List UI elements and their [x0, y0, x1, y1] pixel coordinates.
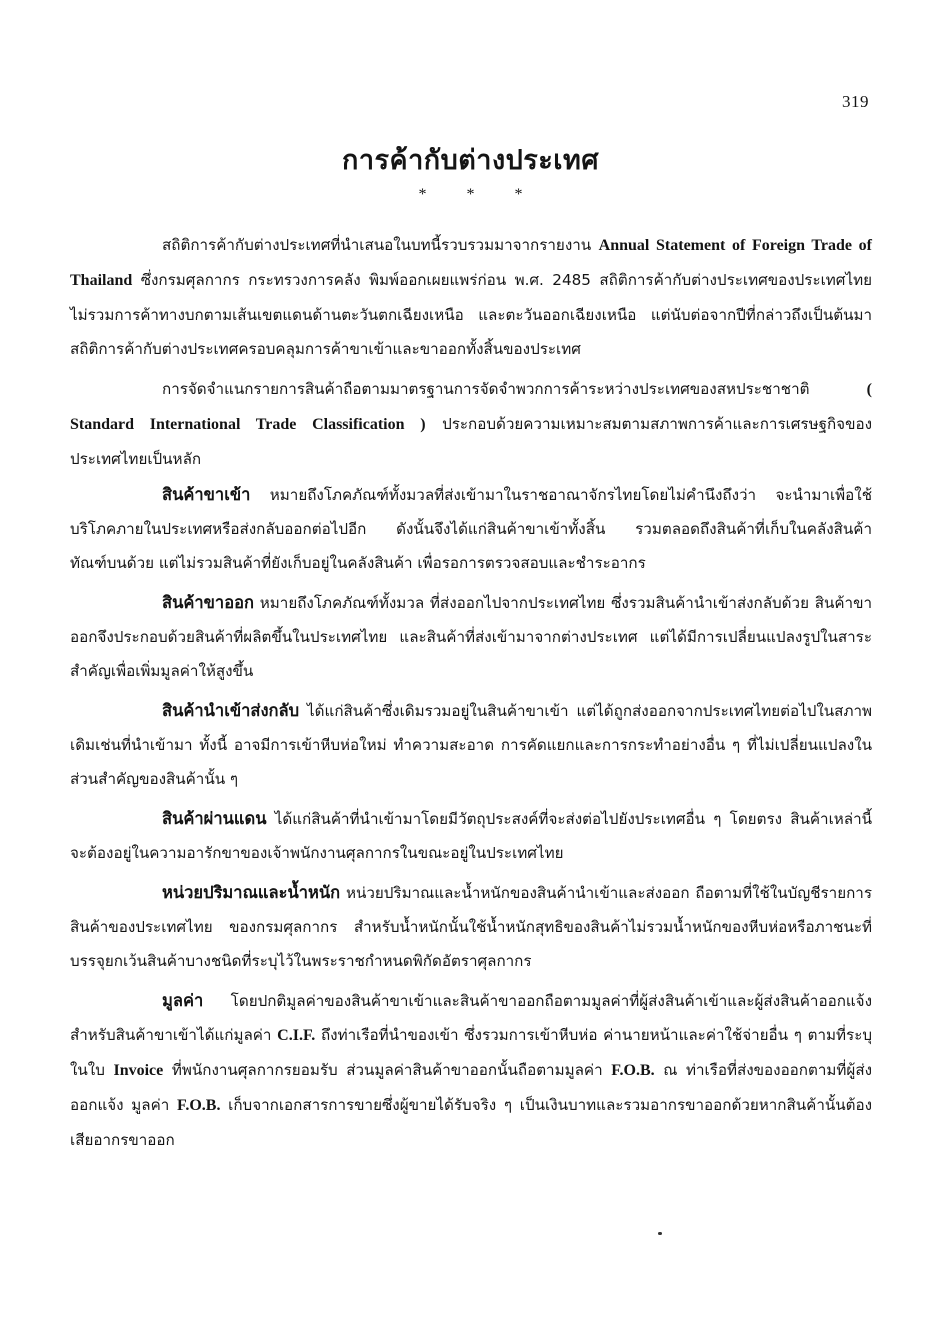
page-title: การค้ากับต่างประเทศ: [342, 145, 599, 176]
defined-term: มูลค่า: [162, 991, 204, 1010]
text-run: ที่พนักงานศุลกากรยอมรับ ส่วนมูลค่าสินค้าขาออกนั้นถือตามมูลค่า: [163, 1061, 612, 1079]
text-run: หน่วยปริมาณและน้ำหนักของสินค้านำเข้าและส่งออก ถือตามที่ใช้ในบัญชีรายการสินค้าของประเทศไทย ของกรมศุลกากร สำหรับน้ำหนักนั้นใช้น้ำหนักสุทธิของสินค้าไม่รวมน้ำหนักของหีบห่อหรือภาชนะที่บรรจุยกเว้นสินค้าบางชนิดที่ระบุไว้ในพระราชกำหนดพิกัดอัตราศุลกากร: [70, 884, 872, 970]
text-run: ซึ่งกรมศุลกากร กระทรวงการคลัง พิมพ์ออกเผยแพร่ก่อน พ.ศ. 2485 สถิติการค้ากับต่างประเทศของประเทศไทย ไม่รวมการค้าทางบกตามเส้นเขตแดนด้านตะวันตกเฉียงเหนือ และตะวันออกเฉียงเหนือ แต่นับต่อจากปีที่กล่าวถึงเป็นต้นมา สถิติการค้ากับต่างประเทศครอบคลุมการค้าขาเข้าและขาออกทั้งสิ้นของประเทศ: [70, 271, 872, 358]
paragraph-value: [70, 984, 872, 1157]
text-run: สถิติการค้ากับต่างประเทศที่นำเสนอในบทนี้รวบรวมมาจากรายงาน: [162, 236, 599, 254]
text-run: ประกอบด้วยความเหมาะสมตามสภาพการค้าและการเศรษฐกิจของประเทศไทยเป็นหลัก: [70, 415, 872, 468]
text-run: หมายถึงโภคภัณฑ์ทั้งมวล ที่ส่งออกไปจากประเทศไทย ซึ่งรวมสินค้านำเข้าส่งกลับด้วย สินค้าขาออกจึงประกอบด้วยสินค้าที่ผลิตขึ้นในประเทศไทย และสินค้าที่ส่งเข้ามาจากต่างประเทศ แต่ได้มีการเปลี่ยนแปลงรูปในสาระสำคัญเพื่อเพิ่มมูลค่าให้สูงขึ้น: [70, 594, 872, 680]
section-separator: * * *: [418, 186, 523, 203]
latin-text: C.I.F.: [277, 1027, 316, 1044]
text-run: เก็บจากเอกสารการขายซึ่งผู้ขายได้รับจริง ๆ เป็นเงินบาทและรวมอากรขาออกด้วยหากสินค้านั้นต้องเสียอากรขาออก: [70, 1096, 873, 1149]
ink-speck: [658, 1232, 662, 1235]
text-run: โดยปกติมูลค่าของสินค้าขาเข้าและสินค้าขาออกถือตามมูลค่าที่ผู้ส่งสินค้าเข้าและผู้ส่งสินค้าออกแจ้ง สำหรับสินค้าขาเข้าได้แก่มูลค่า: [70, 992, 872, 1044]
defined-term: สินค้าผ่านแดน: [162, 809, 267, 828]
text-run: หมายถึงโภคภัณฑ์ทั้งมวลที่ส่งเข้ามาในราชอาณาจักรไทยโดยไม่คำนึงถึงว่า จะนำมาเพื่อใช้บริโภคภายในประเทศหรือส่งกลับออกต่อไปอีก ดังนั้นจึงได้แก่สินค้าขาเข้าทั้งสิ้น รวมตลอดถึงสินค้าที่เก็บในคลังสินค้าทัณฑ์บนด้วย แต่ไม่รวมสินค้าที่ยังเก็บอยู่ในคลังสินค้า เพื่อรอการตรวจสอบและชำระอากร: [70, 486, 872, 572]
latin-text: Annual Statement of Foreign Trade of Thailand: [70, 237, 872, 289]
paragraph-exports: [70, 586, 872, 688]
text-run: การจัดจำแนกรายการสินค้าถือตามมาตรฐานการจัดจำพวกการค้าระหว่างประเทศของสหประชาชาติ: [162, 380, 867, 398]
text-run: ถึงท่าเรือที่นำของเข้า ซึ่งรวมการเข้าหีบห่อ ค่านายหน้าและค่าใช้จ่ายอื่น ๆ ตามที่ระบุในใบ: [70, 1026, 873, 1079]
defined-term: สินค้าขาเข้า: [162, 485, 251, 504]
latin-text: F.O.B.: [611, 1062, 655, 1079]
paragraph-imports: [70, 478, 872, 580]
body-text: [70, 228, 872, 1163]
text-run: ได้แก่สินค้าซึ่งเดิมรวมอยู่ในสินค้าขาเข้า แต่ได้ถูกส่งออกจากประเทศไทยต่อไปในสภาพเดิมเช่นที่นำเข้ามา ทั้งนี้ อาจมีการเข้าหีบห่อใหม่ ทำความสะอาด การคัดแยกและการกระทำอย่างอื่น ๆ ที่ไม่เปลี่ยนแปลงในส่วนสำคัญของสินค้านั้น ๆ: [70, 702, 872, 788]
defined-term: สินค้าขาออก: [162, 593, 255, 612]
paragraph-transit: [70, 802, 872, 870]
paragraph-units-weight: [70, 876, 872, 978]
defined-term: หน่วยปริมาณและน้ำหนัก: [162, 883, 341, 902]
latin-text: F.O.B.: [177, 1097, 221, 1114]
latin-text: Invoice: [113, 1062, 164, 1079]
text-run: ณ ท่าเรือที่ส่งของออกตามที่ผู้ส่งออกแจ้ง มูลค่า: [70, 1061, 872, 1114]
latin-text: ( Standard International Trade Classification ): [70, 381, 872, 433]
defined-term: สินค้านำเข้าส่งกลับ: [162, 701, 300, 720]
paragraph-intro: [70, 228, 872, 366]
text-run: ได้แก่สินค้าที่นำเข้ามาโดยมีวัตถุประสงค์ที่จะส่งต่อไปยังประเทศอื่น ๆ โดยตรง สินค้าเหล่านี้จะต้องอยู่ในความอารักขาของเจ้าพนักงานศุลกากรในขณะอยู่ในประเทศไทย: [70, 810, 872, 862]
paragraph-re-exports: [70, 694, 872, 796]
page-number: 319: [842, 92, 869, 111]
paragraph-classification: [70, 372, 872, 476]
